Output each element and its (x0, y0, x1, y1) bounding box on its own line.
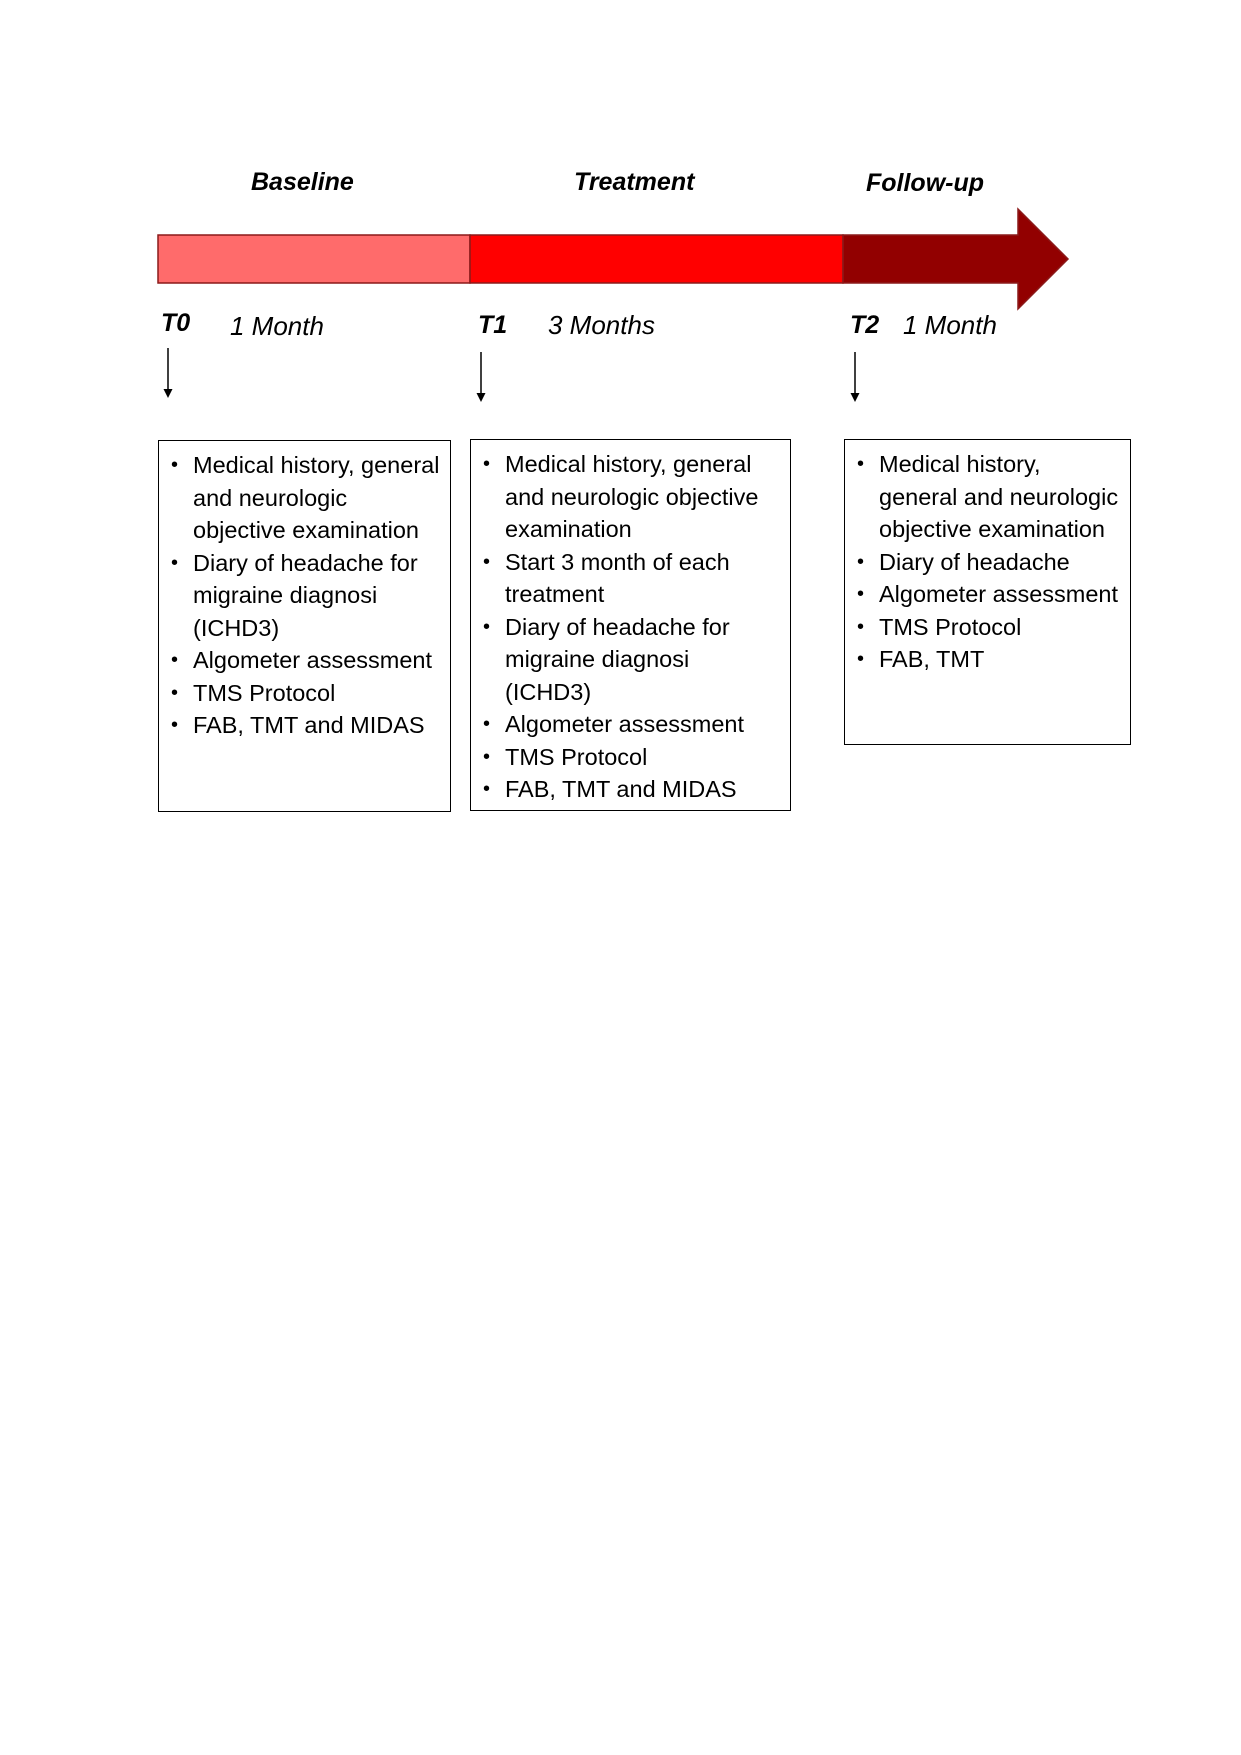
list-item: • TMS Protocol (855, 611, 1120, 644)
list-item: • Diary of headache (855, 546, 1120, 579)
bullet-icon: • (171, 551, 179, 574)
timeline-arrow (0, 0, 1241, 330)
bullet-icon: • (483, 778, 491, 800)
list-item: • FAB, TMT and MIDAS (481, 773, 780, 806)
bullet-icon: • (171, 681, 179, 704)
list-item: • Medical history, general and neurologic objective examination (169, 449, 440, 547)
list-item: • Diary of headache for migraine diagnosi (ICHD3) (481, 611, 780, 709)
down-arrow-t1-icon (475, 352, 487, 402)
bullet-icon: • (857, 453, 865, 475)
bullet-icon: • (483, 453, 491, 475)
bullet-icon: • (857, 583, 865, 605)
list-item: • TMS Protocol (169, 677, 440, 710)
list-item: • Algometer assessment (855, 578, 1120, 611)
down-arrow-t2-icon (849, 352, 861, 402)
list-item: • Algometer assessment (169, 644, 440, 677)
list-item: • FAB, TMT (855, 643, 1120, 676)
list-item: • Diary of headache for migraine diagnosi (ICHD3) (169, 547, 440, 645)
duration-baseline: 1 Month (230, 311, 324, 341)
list-item: • Medical history, general and neurologic objective examination (481, 448, 780, 546)
followup-arrow-segment (843, 209, 1068, 309)
bullet-icon: • (857, 615, 865, 638)
bullet-icon: • (483, 550, 491, 573)
followup-box (844, 439, 1131, 745)
bullet-icon: • (483, 745, 491, 768)
duration-followup: 1 Month (903, 310, 997, 340)
bullet-icon: • (171, 454, 179, 476)
marker-t1: T1 (478, 311, 508, 339)
list-item: • FAB, TMT and MIDAS (169, 709, 440, 742)
list-item: • TMS Protocol (481, 741, 780, 774)
marker-t0: T0 (161, 309, 191, 337)
baseline-segment (158, 235, 470, 283)
phase-label-treatment: Treatment (574, 168, 695, 196)
duration-treatment: 3 Months (548, 310, 655, 340)
bullet-icon: • (483, 615, 491, 638)
marker-t2: T2 (850, 311, 880, 339)
list-item: • Start 3 month of each treatment (481, 546, 780, 611)
down-arrow-t0-icon (162, 348, 174, 398)
bullet-icon: • (857, 648, 865, 670)
treatment-box (470, 439, 791, 811)
phase-label-baseline: Baseline (251, 168, 354, 196)
baseline-box (158, 440, 451, 812)
phase-label-followup: Follow-up (866, 169, 985, 197)
list-item: • Algometer assessment (481, 708, 780, 741)
bullet-icon: • (171, 649, 179, 671)
bullet-icon: • (857, 550, 865, 573)
bullet-icon: • (171, 714, 179, 736)
bullet-icon: • (483, 713, 491, 735)
list-item: • Medical history, general and neurologic objective examination (855, 448, 1120, 546)
treatment-segment (470, 235, 843, 283)
